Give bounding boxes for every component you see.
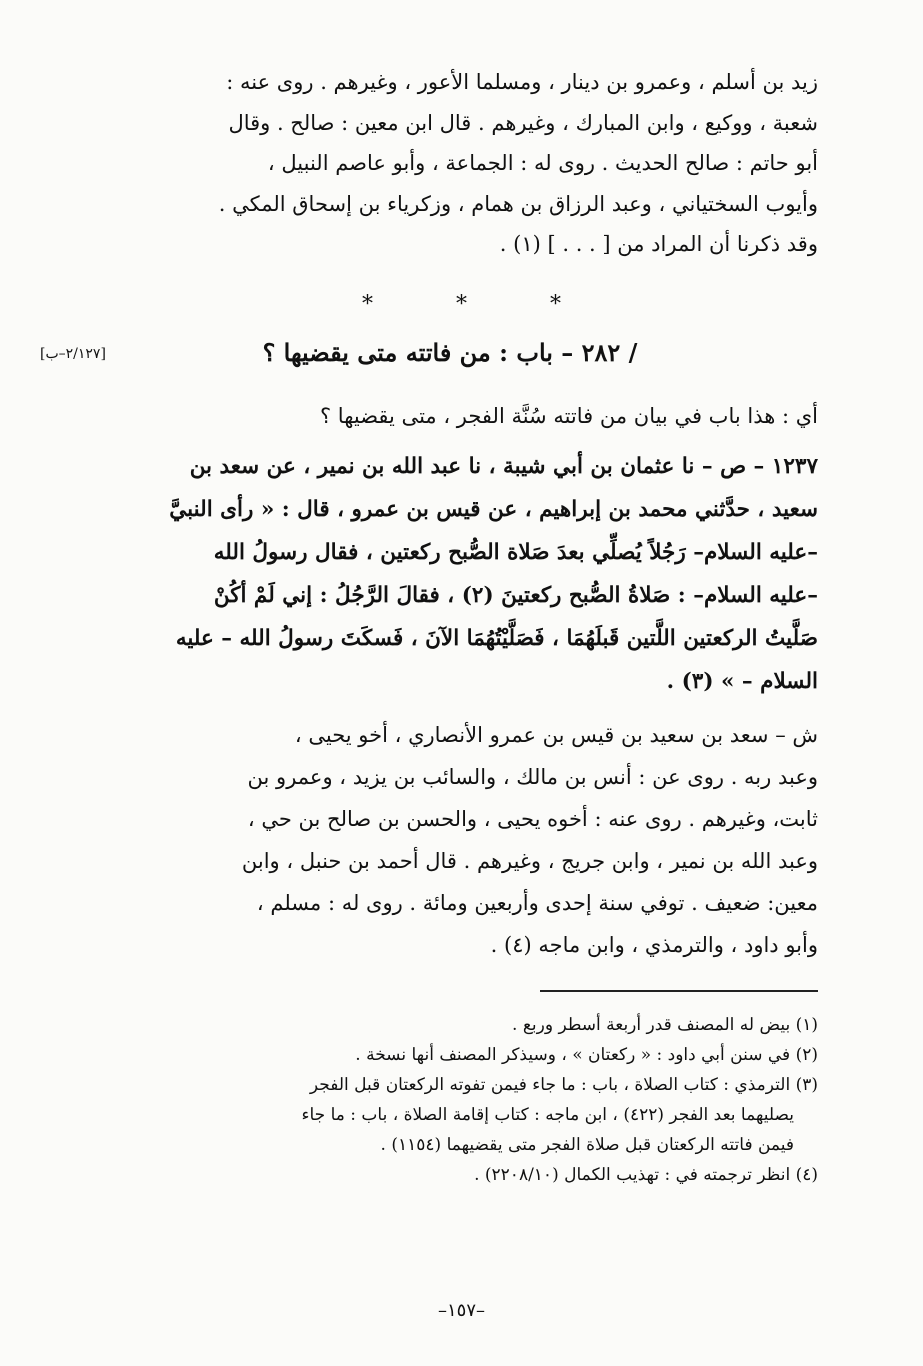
- text-line: وعبد ربه . روى عن : أنس بن مالك ، والسائب بن يزيد ، وعمرو بن: [247, 765, 818, 789]
- text-line: زيد بن أسلم ، وعمرو بن دينار ، ومسلما الأعور ، وغيرهم . روى عنه :: [226, 70, 818, 94]
- text-line: وقد ذكرنا أن المراد من [ . . . ] (١) .: [499, 232, 818, 256]
- text-line: ش – سعد بن سعيد بن قيس بن عمرو الأنصاري ، أخو يحيى ،: [294, 723, 818, 747]
- text-line: السلام – » (٣) .: [666, 669, 818, 694]
- text-line: سعيد ، حدَّثني محمد بن إبراهيم ، عن قيس بن عمرو ، قال : « رأى النبيَّ: [169, 497, 818, 522]
- footnote-3-continued: فيمن فاتته الركعتان قبل صلاة الفجر متى يقضيهما (١١٥٤) .: [380, 1135, 794, 1155]
- intro-paragraph: [128, 62, 818, 265]
- text-line: وعبد الله بن نمير ، وابن جريج ، وغيرهم . قال أحمد بن حنبل ، وابن: [241, 849, 818, 873]
- text-line: صَلَّيتُ الركعتين اللَّتين قَبلَهُمَا ، فَصَلَّيْتُهُمَا الآنَ ، فَسكَتَ رسولُ الله – عليه: [175, 626, 818, 651]
- footnote-4: (٤) انظر ترجمته في : تهذيب الكمال (٢٢٠٨/١٠) .: [474, 1165, 818, 1185]
- margin-reference: [٢/١٢٧–ب]: [40, 346, 106, 362]
- footnote-3-continued: يصليهما بعد الفجر (٤٢٢) ، ابن ماجه : كتاب إقامة الصلاة ، باب : ما جاء: [301, 1105, 794, 1125]
- text-line: ١٢٣٧ – ص – نا عثمان بن أبي شيبة ، نا عبد الله بن نمير ، عن سعد بن: [189, 454, 818, 479]
- text-line: أبو حاتم : صالح الحديث . روى له : الجماعة ، وأبو عاصم النبيل ،: [267, 151, 818, 175]
- section-separator: * * *: [362, 292, 599, 317]
- text-line: معين: ضعيف . توفي سنة إحدى وأربعين ومائة . روى له : مسلم ،: [256, 891, 818, 915]
- text-line: وأبو داود ، والترمذي ، وابن ماجه (٤) .: [490, 933, 818, 957]
- footnote-3: (٣) الترمذي : كتاب الصلاة ، باب : ما جاء فيمن تفوته الركعتان قبل الفجر: [309, 1075, 818, 1095]
- footnote-1: (١) بيض له المصنف قدر أربعة أسطر وربع .: [512, 1015, 818, 1035]
- text-line: ثابت، وغيرهم . روى عنه : أخوه يحيى ، والحسن بن صالح بن حي ،: [247, 807, 818, 831]
- text-line: شعبة ، ووكيع ، وابن المبارك ، وغيرهم . قال ابن معين : صالح . وقال: [228, 110, 818, 135]
- text-line: –عليه السلام– : صَلاةُ الصُّبح ركعتينَ (٢) ، فقالَ الرَّجُلُ : إني لَمْ أكُنْ: [213, 583, 818, 608]
- text-line: وأيوب السختياني ، وعبد الرزاق بن همام ، وزكرياء بن إسحاق المكي .: [218, 191, 818, 216]
- footnote-divider: [540, 990, 818, 992]
- text-line: أي : هذا باب في بيان من فاتته سُنَّة الفجر ، متى يقضيها ؟: [319, 404, 818, 428]
- footnote-2: (٢) في سنن أبي داود : « ركعتان » ، وسيذكر المصنف أنها نسخة .: [355, 1045, 818, 1065]
- text-line: –عليه السلام– رَجُلاً يُصلِّي بعدَ صَلاة الصُّبح ركعتين ، فقال رسولُ الله: [213, 540, 818, 565]
- commentary-paragraph: [128, 714, 818, 966]
- chapter-heading: / ٢٨٢ – باب : من فاتته متى يقضيها ؟: [262, 338, 638, 367]
- hadith-text: [128, 445, 818, 703]
- page-number: –١٥٧–: [437, 1300, 485, 1321]
- chapter-explanation: [128, 396, 818, 436]
- footnotes: [128, 1010, 818, 1190]
